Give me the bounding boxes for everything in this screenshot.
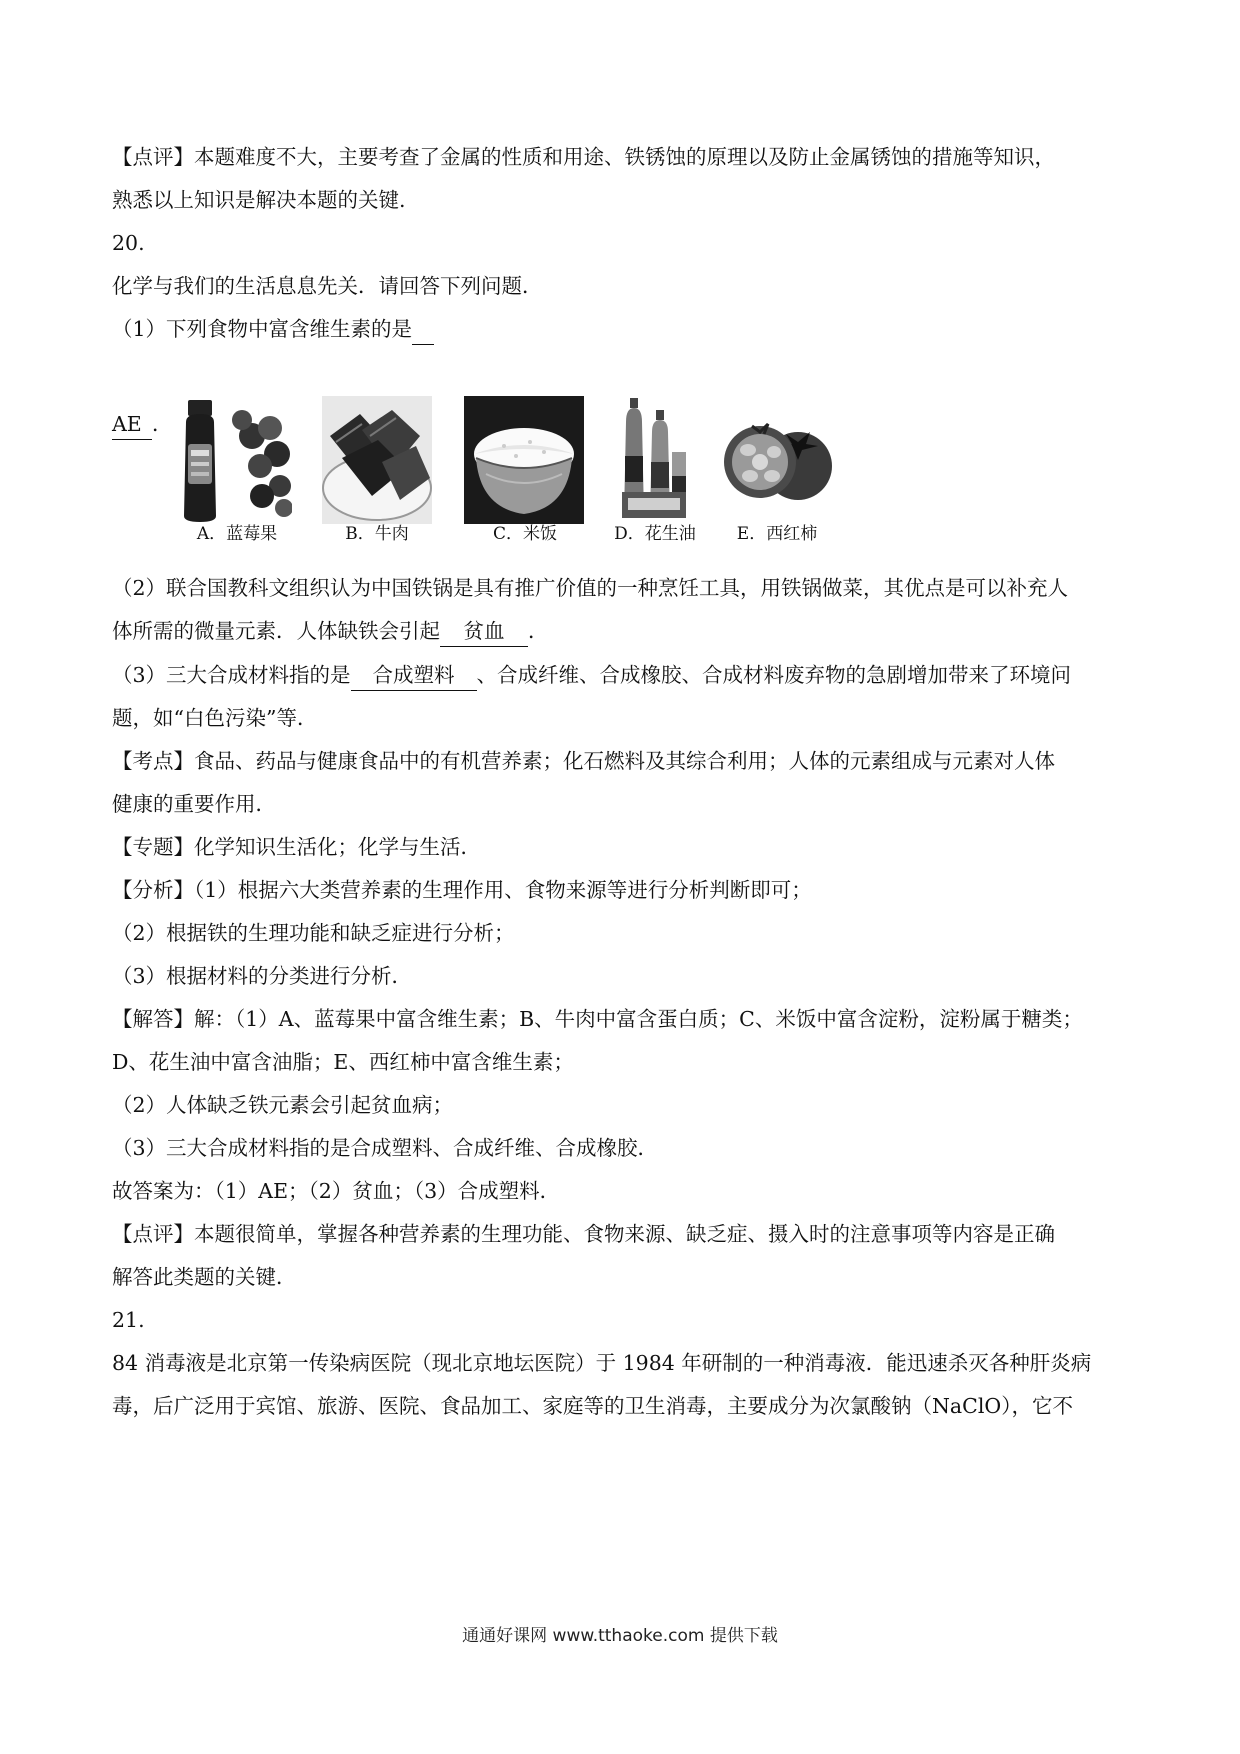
food-caption-e: E．西红柿 (736, 524, 818, 544)
food-option-a (182, 396, 292, 548)
sub-question-1 (112, 314, 434, 345)
comment-line-1: 【点评】本题难度不大，主要考查了金属的性质和用途、铁锈蚀的原理以及防止金属锈蚀的措施等知识， (112, 145, 1055, 169)
food-caption-c: C．米饭 (492, 524, 557, 544)
peanut-oil-icon (620, 396, 690, 524)
sub-question-3-answer: 合成塑料 (351, 660, 477, 691)
sub-question-3-text-post: 、合成纤维、合成橡胶、合成材料废弃物的急剧增加带来了环境问 (476, 663, 1072, 687)
sub-question-3-line-1 (112, 660, 1071, 691)
question-20-number: 20. (112, 231, 145, 255)
food-caption-a: A．蓝莓果 (196, 524, 278, 544)
sub-question-1-trail-blank (412, 314, 434, 345)
sub-question-2-line-1: （2）联合国教科文组织认为中国铁锅是具有推广价值的一种烹饪工具，用铁锅做菜，其优点是可以补充人 (112, 576, 1069, 600)
comment-line-2: 熟悉以上知识是解决本题的关键. (112, 188, 406, 212)
sub-question-2-line-2 (112, 616, 549, 647)
question-21-number: 21. (112, 1308, 145, 1332)
food-options (182, 396, 862, 548)
food-option-b (322, 396, 432, 548)
jieda-line-4: （3）三大合成材料指的是合成塑料、合成纤维、合成橡胶． (112, 1136, 659, 1160)
food-caption-b: B．牛肉 (345, 524, 409, 544)
kaodian-line-2: 健康的重要作用． (112, 792, 276, 816)
rice-bowl-icon (464, 396, 584, 524)
fenxi-line-3: （3）根据材料的分类进行分析． (112, 964, 413, 988)
sub-question-3-text: （3）三大合成材料指的是 (112, 663, 351, 687)
fenxi-line-2: （2）根据铁的生理功能和缺乏症进行分析； (112, 921, 515, 945)
jieda-line-1: 【解答】解：（1）A、蓝莓果中富含维生素；B、牛肉中富含蛋白质；C、米饭中富含淀粉，淀粉属于糖类； (112, 1007, 1083, 1031)
kaodian-line-1: 【考点】食品、药品与健康食品中的有机营养素；化石燃料及其综合利用；人体的元素组成与元素对人体 (112, 749, 1055, 773)
jieda-line-3: （2）人体缺乏铁元素会引起贫血病； (112, 1093, 454, 1117)
beef-icon (322, 396, 432, 524)
answer-summary: 故答案为：（1）AE；（2）贫血；（3）合成塑料． (112, 1179, 561, 1203)
sub-question-1-end: ． (152, 412, 173, 436)
blueberry-jar-icon (182, 396, 292, 524)
sub-question-1-answer: AE (112, 409, 152, 440)
sub-question-2-end: ． (528, 619, 549, 643)
question-20-intro: 化学与我们的生活息息先关．请回答下列问题． (112, 274, 543, 298)
sub-question-3-line-2: 题，如“白色污染”等． (112, 706, 318, 730)
question-21-line-1: 84 消毒液是北京第一传染病医院（现北京地坛医院）于 1984 年研制的一种消毒液．能迅速杀灭各种肝炎病 (112, 1351, 1092, 1375)
zhuanti-line: 【专题】化学知识生活化；化学与生活． (112, 835, 481, 859)
food-option-d (614, 396, 696, 548)
food-option-e (722, 396, 834, 548)
fenxi-line-1: 【分析】（1）根据六大类营养素的生理作用、食物来源等进行分析判断即可； (112, 878, 812, 902)
sub-question-1-answer-line (112, 409, 173, 440)
dianping-line-1: 【点评】本题很简单，掌握各种营养素的生理功能、食物来源、缺乏症、摄入时的注意事项等内容是正确 (112, 1222, 1055, 1246)
food-caption-d: D．花生油 (614, 524, 696, 544)
food-option-c (464, 396, 584, 548)
question-21-line-2: 毒，后广泛用于宾馆、旅游、医院、食品加工、家庭等的卫生消毒，主要成分为次氯酸钠（NaClO），它不 (112, 1394, 1073, 1418)
tomato-icon (722, 396, 834, 524)
sub-question-1-text: （1）下列食物中富含维生素的是 (112, 317, 413, 341)
page-footer: 通通好课网 www.tthaoke.com 提供下载 (462, 1626, 778, 1646)
sub-question-2-answer: 贫血 (440, 616, 528, 647)
sub-question-2-text: 体所需的微量元素．人体缺铁会引起 (112, 619, 440, 643)
dianping-line-2: 解答此类题的关键． (112, 1265, 297, 1289)
jieda-line-2: D、花生油中富含油脂；E、西红柿中富含维生素； (112, 1050, 574, 1074)
